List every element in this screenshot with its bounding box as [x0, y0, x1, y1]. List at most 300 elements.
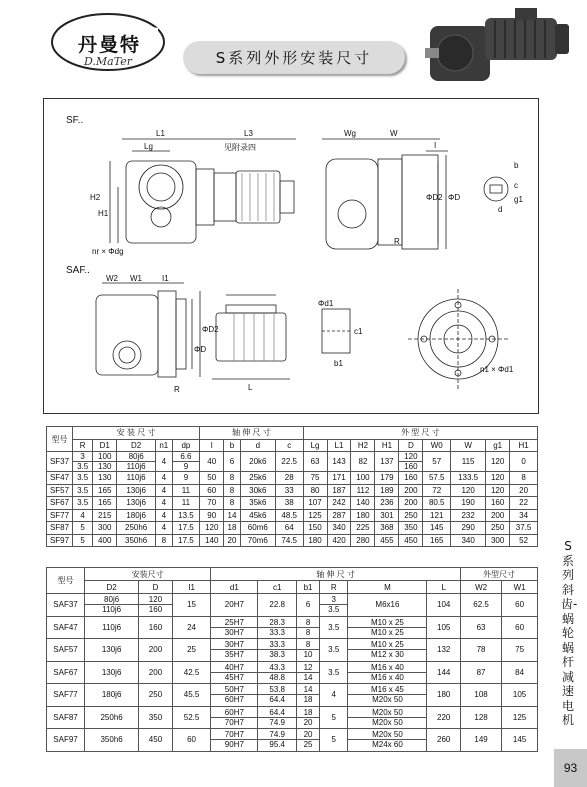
dim-label: L: [248, 383, 253, 392]
cell-value: M16 x 40: [348, 663, 426, 673]
dim-label: 见附录四: [224, 143, 256, 152]
table-cell: [73, 452, 93, 472]
col-header: n1: [156, 439, 173, 452]
table-cell: 4: [156, 509, 173, 522]
row-model: SF37: [47, 452, 73, 472]
table-cell: 40: [200, 452, 224, 472]
cell-value: 74.9: [269, 717, 285, 727]
group-outer: 外 型 尺 寸: [303, 427, 537, 440]
table-cell: 125: [303, 509, 327, 522]
table-cell: 180: [427, 684, 460, 707]
table-cell: [93, 452, 117, 472]
cell-value: 14: [297, 685, 319, 695]
table-cell: 8: [156, 534, 173, 547]
col-header: g1: [486, 439, 510, 452]
dim-label: ΦD2: [202, 325, 219, 334]
table-cell: 11: [172, 497, 200, 510]
table-cell: 33: [275, 484, 303, 497]
table-cell: 63: [460, 616, 501, 639]
table-cell: [258, 661, 297, 684]
table-cell: 62.5: [460, 594, 501, 617]
brand-sub: D.MaTer: [84, 55, 132, 68]
row-model: SAF87: [47, 706, 85, 729]
table-cell: [211, 639, 258, 662]
table-cell: 3.5: [320, 639, 348, 662]
col-header: D: [399, 439, 423, 452]
cell-value: 64.4: [258, 708, 296, 718]
table-cell: [399, 452, 423, 472]
cell-value: 38.3: [269, 650, 285, 660]
cell-value: 18: [303, 695, 313, 705]
cell-value: 70H7: [211, 730, 257, 740]
table-cell: [297, 729, 320, 752]
table-row: [47, 484, 538, 497]
row-model: SF67: [47, 497, 73, 510]
table-cell: 4: [156, 452, 173, 472]
table-cell: 5: [320, 706, 348, 729]
group-install: 安 装 尺 寸: [73, 427, 200, 440]
table-cell: 104: [427, 594, 460, 617]
col-header: D2: [117, 439, 156, 452]
table-cell: [211, 706, 258, 729]
row-model: SF97: [47, 534, 73, 547]
row-model: SAF37: [47, 594, 85, 617]
cell-value: 53.8: [258, 685, 296, 695]
table-cell: 450: [139, 729, 172, 752]
col-header: d: [240, 439, 275, 452]
cell-value: M20x 50: [348, 708, 426, 718]
table-cell: 190: [451, 497, 486, 510]
col-header: c: [275, 439, 303, 452]
table-cell: 121: [423, 509, 451, 522]
table-cell: 87: [460, 661, 501, 684]
col-header: W2: [460, 581, 501, 594]
drawing-label-sf: SF..: [66, 115, 84, 126]
row-model: SF77: [47, 509, 73, 522]
table-cell: 200: [139, 639, 172, 662]
table-cell: 52.5: [172, 706, 211, 729]
col-header: D1: [93, 439, 117, 452]
table-cell: 25k6: [240, 472, 275, 485]
cell-value: 33.3: [258, 640, 296, 650]
cell-value: 20: [303, 717, 313, 727]
table-cell: 3.5: [320, 661, 348, 684]
col-header: d1: [211, 581, 258, 594]
table-cell: 250: [399, 509, 423, 522]
table-row: [47, 616, 538, 639]
dim-label: W: [390, 129, 398, 138]
table-cell: 30k6: [240, 484, 275, 497]
table-cell: [117, 452, 156, 472]
table-cell: [139, 594, 172, 617]
table-cell: [172, 452, 200, 472]
table-cell: 215: [93, 509, 117, 522]
table-cell: 242: [327, 497, 351, 510]
dimension-drawing: [43, 98, 539, 414]
cell-value: 3: [320, 595, 347, 605]
col-header: I1: [172, 581, 211, 594]
table-cell: 420: [327, 534, 351, 547]
row-model: SAF97: [47, 729, 85, 752]
table-cell: 17.5: [172, 522, 200, 535]
table-cell: [297, 706, 320, 729]
table-row: [47, 706, 538, 729]
table-cell: 37.5: [510, 522, 538, 535]
side-category-label: S系列斜齿-蜗轮蜗杆减速电机: [561, 539, 578, 727]
table-cell: [258, 616, 297, 639]
table-cell: 24: [172, 616, 211, 639]
table-cell: 50: [200, 472, 224, 485]
col-model: 型号: [47, 427, 73, 452]
dim-label: d: [498, 205, 503, 214]
table-cell: 3.5: [320, 616, 348, 639]
table-cell: 57: [423, 452, 451, 472]
table-cell: 200: [399, 484, 423, 497]
cell-value: 80j6: [117, 452, 155, 462]
cell-value: 130: [98, 462, 112, 471]
dim-label: I: [434, 141, 437, 150]
dim-label: H2: [90, 193, 101, 202]
table-cell: 35k6: [240, 497, 275, 510]
table-row: [47, 729, 538, 752]
table-cell: 8: [224, 472, 241, 485]
col-header: W: [451, 439, 486, 452]
table-cell: 165: [93, 484, 117, 497]
table-cell: M6x16: [348, 594, 427, 617]
table-cell: 200: [399, 497, 423, 510]
table-cell: 17.5: [172, 534, 200, 547]
col-header: R: [320, 581, 348, 594]
col-header: M: [348, 581, 427, 594]
cell-value: M10 x 25: [348, 640, 426, 650]
cell-value: 160: [148, 605, 163, 615]
table-cell: 20H7: [211, 594, 258, 617]
col-header: c1: [258, 581, 297, 594]
cell-value: 18: [297, 708, 319, 718]
table-cell: 90: [200, 509, 224, 522]
dim-label: g1: [514, 195, 523, 204]
group-shaft: 轴 伸 尺 寸: [211, 568, 461, 581]
table-cell: 120: [486, 484, 510, 497]
table-cell: 179: [375, 472, 399, 485]
table-cell: 149: [460, 729, 501, 752]
saf-dimension-table: [46, 567, 538, 752]
table-cell: 82: [351, 452, 375, 472]
table-cell: [258, 706, 297, 729]
cell-value: M20x 50: [348, 730, 426, 740]
table-cell: 60: [200, 484, 224, 497]
table-cell: 130j6: [117, 484, 156, 497]
table-cell: 200: [139, 661, 172, 684]
cell-value: 60H7: [211, 708, 257, 718]
table-cell: 14: [224, 509, 241, 522]
row-model: SF47: [47, 472, 73, 485]
table-cell: 105: [502, 684, 538, 707]
col-header: H1: [375, 439, 399, 452]
table-cell: 78: [460, 639, 501, 662]
cell-value: M10 x 25: [348, 618, 426, 628]
table-cell: [297, 661, 320, 684]
group-outer: 外型尺寸: [460, 568, 537, 581]
row-model: SAF47: [47, 616, 85, 639]
table-cell: 350h6: [117, 534, 156, 547]
table-cell: 5: [73, 534, 93, 547]
table-cell: 180j6: [117, 509, 156, 522]
col-header: L1: [327, 439, 351, 452]
table-cell: 75: [502, 639, 538, 662]
table-cell: 4: [156, 472, 173, 485]
table-cell: [297, 684, 320, 707]
technical-drawing: [44, 99, 538, 413]
table-cell: 400: [93, 534, 117, 547]
table-row: [47, 452, 538, 472]
cell-value: 40H7: [211, 663, 257, 673]
table-cell: 220: [427, 706, 460, 729]
table-cell: 6: [224, 452, 241, 472]
cell-value: 10: [303, 650, 313, 660]
table-cell: 6: [297, 594, 320, 617]
table-row: [47, 684, 538, 707]
table-cell: 112: [351, 484, 375, 497]
table-cell: 70m6: [240, 534, 275, 547]
sf-dimension-table: [46, 426, 538, 547]
col-header: W0: [423, 439, 451, 452]
col-header: D2: [85, 581, 139, 594]
cell-value: 95.4: [269, 740, 285, 750]
row-model: SAF77: [47, 684, 85, 707]
cell-value: 43.3: [258, 663, 296, 673]
table-cell: 4: [156, 522, 173, 535]
table-cell: 45k6: [240, 509, 275, 522]
table-cell: 125: [502, 706, 538, 729]
cell-value: 3: [73, 452, 92, 462]
table-cell: 0: [510, 452, 538, 472]
table-cell: 350h6: [85, 729, 139, 752]
cell-value: M20x 50: [372, 717, 403, 727]
table-cell: 3.5: [73, 484, 93, 497]
table-cell: [211, 616, 258, 639]
table-cell: 300: [93, 522, 117, 535]
table-cell: [258, 684, 297, 707]
cell-value: 3.5: [77, 462, 89, 471]
table-cell: 301: [375, 509, 399, 522]
dim-label: W1: [130, 274, 142, 283]
dim-label: R: [174, 385, 180, 394]
table-cell: 160: [399, 472, 423, 485]
table-cell: [348, 684, 427, 707]
cell-value: 35H7: [224, 650, 244, 660]
cell-value: 30H7: [211, 640, 257, 650]
table-cell: 350: [399, 522, 423, 535]
table-cell: 20: [224, 534, 241, 547]
table-cell: [211, 729, 258, 752]
col-header: R: [73, 439, 93, 452]
cell-value: 25H7: [211, 618, 257, 628]
dim-label: Wg: [344, 129, 356, 138]
cell-value: 9: [183, 462, 189, 471]
dim-label: W2: [106, 274, 118, 283]
col-model: 型号: [47, 568, 85, 594]
table-cell: 57.5: [423, 472, 451, 485]
col-header: H2: [351, 439, 375, 452]
table-cell: 4: [156, 497, 173, 510]
table-cell: [258, 729, 297, 752]
table-cell: [211, 684, 258, 707]
table-cell: 72: [423, 484, 451, 497]
brand-name: 丹曼特: [78, 34, 142, 56]
table-cell: 140: [200, 534, 224, 547]
cell-value: 64.4: [269, 695, 285, 705]
cell-value: M16 x 45: [348, 685, 426, 695]
table-row: [47, 522, 538, 535]
table-cell: 128: [460, 706, 501, 729]
dim-label: c1: [354, 327, 363, 336]
dim-label: c: [514, 181, 518, 190]
table-cell: 120: [486, 452, 510, 472]
table-cell: 250h6: [85, 706, 139, 729]
page-number: 93: [554, 749, 587, 787]
table-row: [47, 594, 538, 617]
cell-value: 120: [139, 595, 171, 605]
table-cell: 144: [427, 661, 460, 684]
table-cell: 28: [275, 472, 303, 485]
table-cell: 75: [303, 472, 327, 485]
row-model: SAF57: [47, 639, 85, 662]
table-cell: 455: [375, 534, 399, 547]
table-cell: 64: [275, 522, 303, 535]
table-cell: 84: [502, 661, 538, 684]
gearmotor-image: [425, 8, 573, 93]
row-model: SF57: [47, 484, 73, 497]
page-title: S系列外形安装尺寸: [183, 41, 405, 74]
table-cell: 70: [200, 497, 224, 510]
table-cell: 11: [172, 484, 200, 497]
table-cell: 100: [351, 472, 375, 485]
cell-value: 48.8: [269, 672, 285, 682]
dim-label: R: [394, 237, 400, 246]
col-header: l: [200, 439, 224, 452]
table-cell: 290: [451, 522, 486, 535]
table-cell: 3.5: [73, 472, 93, 485]
col-header: H1: [510, 439, 538, 452]
table-cell: 187: [327, 484, 351, 497]
col-header: dp: [172, 439, 200, 452]
table-cell: 250: [139, 684, 172, 707]
table-cell: 120: [451, 484, 486, 497]
table-cell: 15: [172, 594, 211, 617]
cell-value: 30H7: [224, 627, 244, 637]
table-cell: 137: [375, 452, 399, 472]
table-cell: 60: [172, 729, 211, 752]
cell-value: M24x 60: [372, 740, 403, 750]
table-cell: 22: [510, 497, 538, 510]
cell-value: 20: [297, 730, 319, 740]
table-cell: 165: [423, 534, 451, 547]
cell-value: 90H7: [224, 740, 244, 750]
table-cell: 48.5: [275, 509, 303, 522]
dim-label: n1 × Φd1: [480, 365, 514, 374]
cell-value: 70H7: [224, 717, 244, 727]
dim-label: Lg: [144, 142, 153, 151]
row-model: SF87: [47, 522, 73, 535]
table-cell: 280: [351, 534, 375, 547]
table-row: [47, 534, 538, 547]
table-cell: 18: [224, 522, 241, 535]
table-cell: 120: [486, 472, 510, 485]
table-cell: 189: [375, 484, 399, 497]
table-cell: 130j6: [117, 497, 156, 510]
dim-label: nr × Φdg: [92, 247, 124, 256]
table-cell: 34: [510, 509, 538, 522]
table-cell: 4: [320, 684, 348, 707]
table-cell: 8: [510, 472, 538, 485]
table-cell: 20: [510, 484, 538, 497]
table-cell: 9: [172, 472, 200, 485]
cell-value: 8: [305, 627, 311, 637]
cell-value: 3.5: [328, 605, 340, 615]
table-cell: 120: [200, 522, 224, 535]
table-cell: 60: [502, 594, 538, 617]
row-model: SAF67: [47, 661, 85, 684]
cell-value: 50H7: [211, 685, 257, 695]
cell-value: 160: [404, 462, 418, 471]
cell-value: 28.3: [258, 618, 296, 628]
dim-label: ΦD2: [426, 193, 443, 202]
table-cell: 5: [73, 522, 93, 535]
dim-label: I1: [162, 274, 169, 283]
table-cell: 180: [303, 534, 327, 547]
cell-value: 8: [297, 618, 319, 628]
table-cell: 450: [399, 534, 423, 547]
col-header: L: [427, 581, 460, 594]
table-cell: 287: [327, 509, 351, 522]
table-cell: 130: [93, 472, 117, 485]
table-cell: 115: [451, 452, 486, 472]
table-cell: 145: [423, 522, 451, 535]
table-cell: 80.5: [423, 497, 451, 510]
table-row: [47, 639, 538, 662]
table-cell: 143: [327, 452, 351, 472]
table-cell: 42.5: [172, 661, 211, 684]
table-cell: 105: [427, 616, 460, 639]
table-cell: [85, 594, 139, 617]
table-cell: [348, 661, 427, 684]
table-cell: [320, 594, 348, 617]
table-cell: 260: [427, 729, 460, 752]
table-cell: 200: [486, 509, 510, 522]
col-header: Lg: [303, 439, 327, 452]
table-cell: 52: [510, 534, 538, 547]
table-cell: 160: [139, 616, 172, 639]
table-cell: 25: [172, 639, 211, 662]
table-cell: 145: [502, 729, 538, 752]
table-cell: 80: [303, 484, 327, 497]
table-cell: [348, 706, 427, 729]
cell-value: 8: [297, 640, 319, 650]
cell-value: 110j6: [126, 462, 146, 471]
table-cell: [348, 616, 427, 639]
table-cell: 165: [93, 497, 117, 510]
cell-value: M20x 50: [372, 695, 403, 705]
cell-value: 110j6: [102, 605, 122, 615]
dim-label: Φd1: [318, 299, 334, 308]
table-cell: 300: [486, 534, 510, 547]
cell-value: 74.9: [258, 730, 296, 740]
table-cell: 130j6: [85, 639, 139, 662]
table-cell: 160: [486, 497, 510, 510]
table-cell: 150: [303, 522, 327, 535]
cell-value: M16 x 40: [370, 672, 404, 682]
